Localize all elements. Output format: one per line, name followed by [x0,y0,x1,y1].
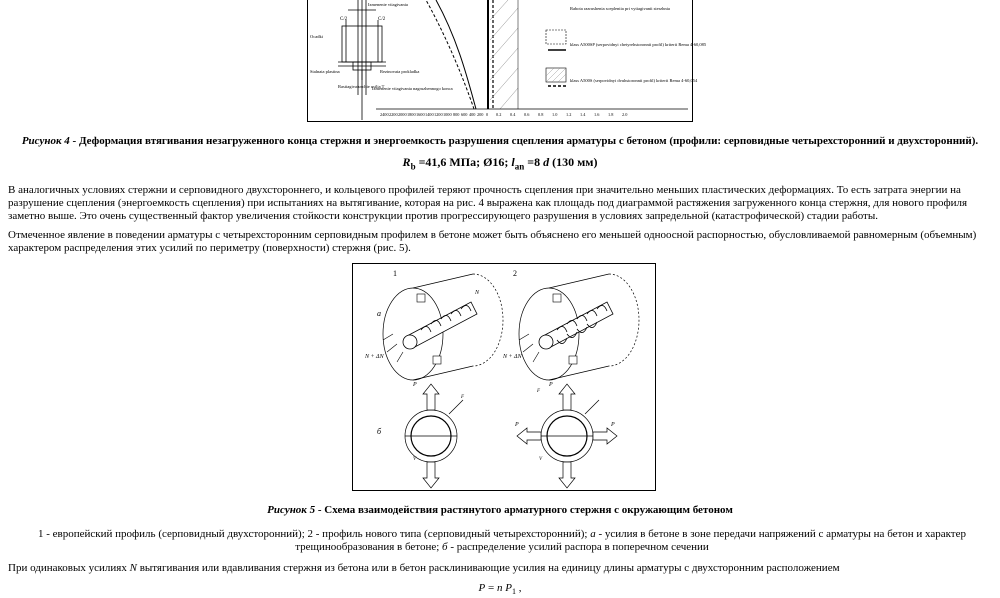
paragraph-3 [8,562,998,575]
fig5-N: N [475,290,480,296]
fig5-V-2: V [539,457,543,462]
figure-5 [352,263,656,491]
fig4-legend-a500sp: klass A500SP (serpovidnyi chetyrehstoronnii profil) kriterii Rema 4-60,085 [570,42,707,47]
fig5-NdN-2: N + ΔN [503,354,522,360]
legend-b: б [442,541,448,553]
fig5-cylinders [383,274,639,380]
fig5-num-1: 1 [393,269,397,278]
fig4-legend-a500s: klass A500S (serpovidnyi dvuhstoronnii profil) kriterii Rema 4-60,054 [570,78,698,83]
fig4-label-ocadki: Ocadki [310,34,323,39]
fig4-hatch [490,0,518,109]
legend-a: а [590,528,596,540]
fig4-tick: 1800 [407,112,416,117]
formula-part: (130 мм) [549,155,598,169]
symbol-P1: P [502,582,512,594]
formula-eq: = [485,582,497,594]
legend-part: - распределение усилий распора в поперечном сечении [447,541,709,553]
fig5-V-1: V [413,457,417,462]
figure-5-caption [0,504,1000,516]
fig4-label-rezina: Rezinovaia prokladka [380,69,420,74]
fig4-x-ticks [486,112,627,117]
fig4-tick: 2200 [389,112,398,117]
symbol-P1-sub: 1 [511,587,516,597]
figure-5-caption-text: - Схема взаимодействия растянутого арматурного стержня с окружающим бетоном [315,504,733,516]
fig5-P-1: P [413,382,417,388]
figure-5-label: Рисунок 5 [267,504,316,516]
fig4-label-c2-left: C/2 [340,17,348,22]
formula-part: =41,6 МПа; Ø16; [415,155,512,169]
fig4-tick: 800 [453,112,460,117]
symbol-P: P [478,582,486,594]
fig4-tick: 0.6 [524,112,530,117]
symbol-N: N [129,562,137,574]
fig4-tick: 0 [486,112,489,117]
fig5-rebars [403,302,613,349]
fig5-P-right: P [611,422,615,428]
fig4-tick: 1400 [425,112,434,117]
fig5-label-a: а [377,309,381,318]
fig4-tick: 2000 [398,112,407,117]
legend-part: - усилия в бетоне в зоне передачи напряжений с арматуры на бетон и характер трещинообразования в бетоне; [295,528,966,553]
fig4-tick: 1.0 [552,112,558,117]
paragraph-1: В аналогичных условиях стержни и серповидного двухстороннего, и кольцевого профилей теряют прочность сцепления при значительно меньших пластических деформациях. То есть затрата энергии на разрушение сцепления (энергоемкость сцепления) при испытаниях на вытягивание, которая на рис. 4 выражена как площадь под диаграммой растяжения загруженного конца стержня, для нового профиля заметно выше. Это очень существенный фактор увеличения стойкости конструкции против прогрессирующего разрушения в условиях запредельной (катастрофической) стадии работы. [8,184,968,222]
formula-p [0,582,1000,596]
fig4-tick: 0.8 [538,112,544,117]
figure-4-label: Рисунок 4 [21,135,70,147]
fig5-NdN-1: N + ΔN [365,354,384,360]
fig5-label-b: б [377,427,382,436]
symbol-r-sub: b [410,161,416,172]
fig4-curves [426,0,493,109]
formula-part: =8 [524,155,544,169]
fig4-label-izm: Izmenenie vtiagivania [368,2,408,7]
fig5-P-left: P [515,422,519,428]
figure-4-drawing [308,0,707,121]
fig4-label-plastina: Stalnaia plastina [310,69,340,74]
fig5-F-2: F [537,389,541,394]
fig4-tick: 1000 [443,112,452,117]
fig5-P-2: P [549,382,553,388]
fig4-label-usilia: Rastiagivaiuschie usilia T [338,84,385,89]
figure-4-caption-text: - Деформация втягивания незагруженного конца стержня и энергоемкость разрушения сцепления арматуры с бетоном (профили: серповидные четырехсторонний и двухсторонний). [69,135,979,147]
fig4-tick: 200 [477,112,484,117]
symbol-n: n [496,582,503,594]
fig4-tick: 0.4 [510,112,516,117]
fig4-tick: 2.0 [622,112,628,117]
symbol-r: R [402,155,411,169]
fig5-sections [405,410,593,462]
figure-5-drawing [353,264,655,490]
fig4-tick: 2400 [380,112,389,117]
fig4-tick: 1.6 [594,112,600,117]
fig4-tick: 1.4 [580,112,586,117]
figure-4-caption [0,135,1000,147]
formula-tail: , [515,582,522,594]
fig5-num-2: 2 [513,269,517,278]
fig5-cubes [383,294,577,364]
fig4-tick: 1600 [416,112,425,117]
fig4-tick: 400 [469,112,476,117]
fig4-label-izm-nagr: Izmenenie vtiagivania nagruzhennogo konca [372,86,453,91]
figure-4-parameters [0,155,1000,171]
figure-4 [307,0,707,122]
fig4-legend [546,6,707,86]
fig4-x-ticks-left [380,112,483,117]
fig4-tick: 1.2 [566,112,572,117]
fig4-tick: 1200 [434,112,443,117]
fig4-tick: 0.2 [496,112,502,117]
fig4-tick: 600 [461,112,468,117]
fig4-tick: 1.8 [608,112,614,117]
legend-part: 1 - европейский профиль (серповидный двухсторонний); 2 - профиль нового типа (серповидный четырехсторонний); [38,528,591,540]
paragraph-2: Отмеченное явление в поведении арматуры с четырехсторонним серповидным профилем в бетоне может быть объяснено его меньшей одноосной распорностью, обусловливаемой равномерным (объемным) характером распределения этих усилий по периметру (поверхности) стержня (рис. 5). [8,229,977,254]
fig4-legend-work: Rabota razrushenia scepleniia pri vytiagivanii sterzhnia [570,6,670,11]
symbol-l: l [511,155,515,169]
fig4-label-c2-right: C/2 [378,17,386,22]
symbol-d: d [543,155,550,169]
fig5-F-1: F [461,395,465,400]
paragraph-3-part: При одинаковых усилиях [8,562,130,574]
paragraph-3-part: вытягивания или вдавливания стержня из бетона или в бетон расклинивающие усилия на единицу длины арматуры с двухсторонним расположением [136,562,840,574]
symbol-l-sub: an [514,161,525,172]
figure-5-legend [22,528,982,554]
